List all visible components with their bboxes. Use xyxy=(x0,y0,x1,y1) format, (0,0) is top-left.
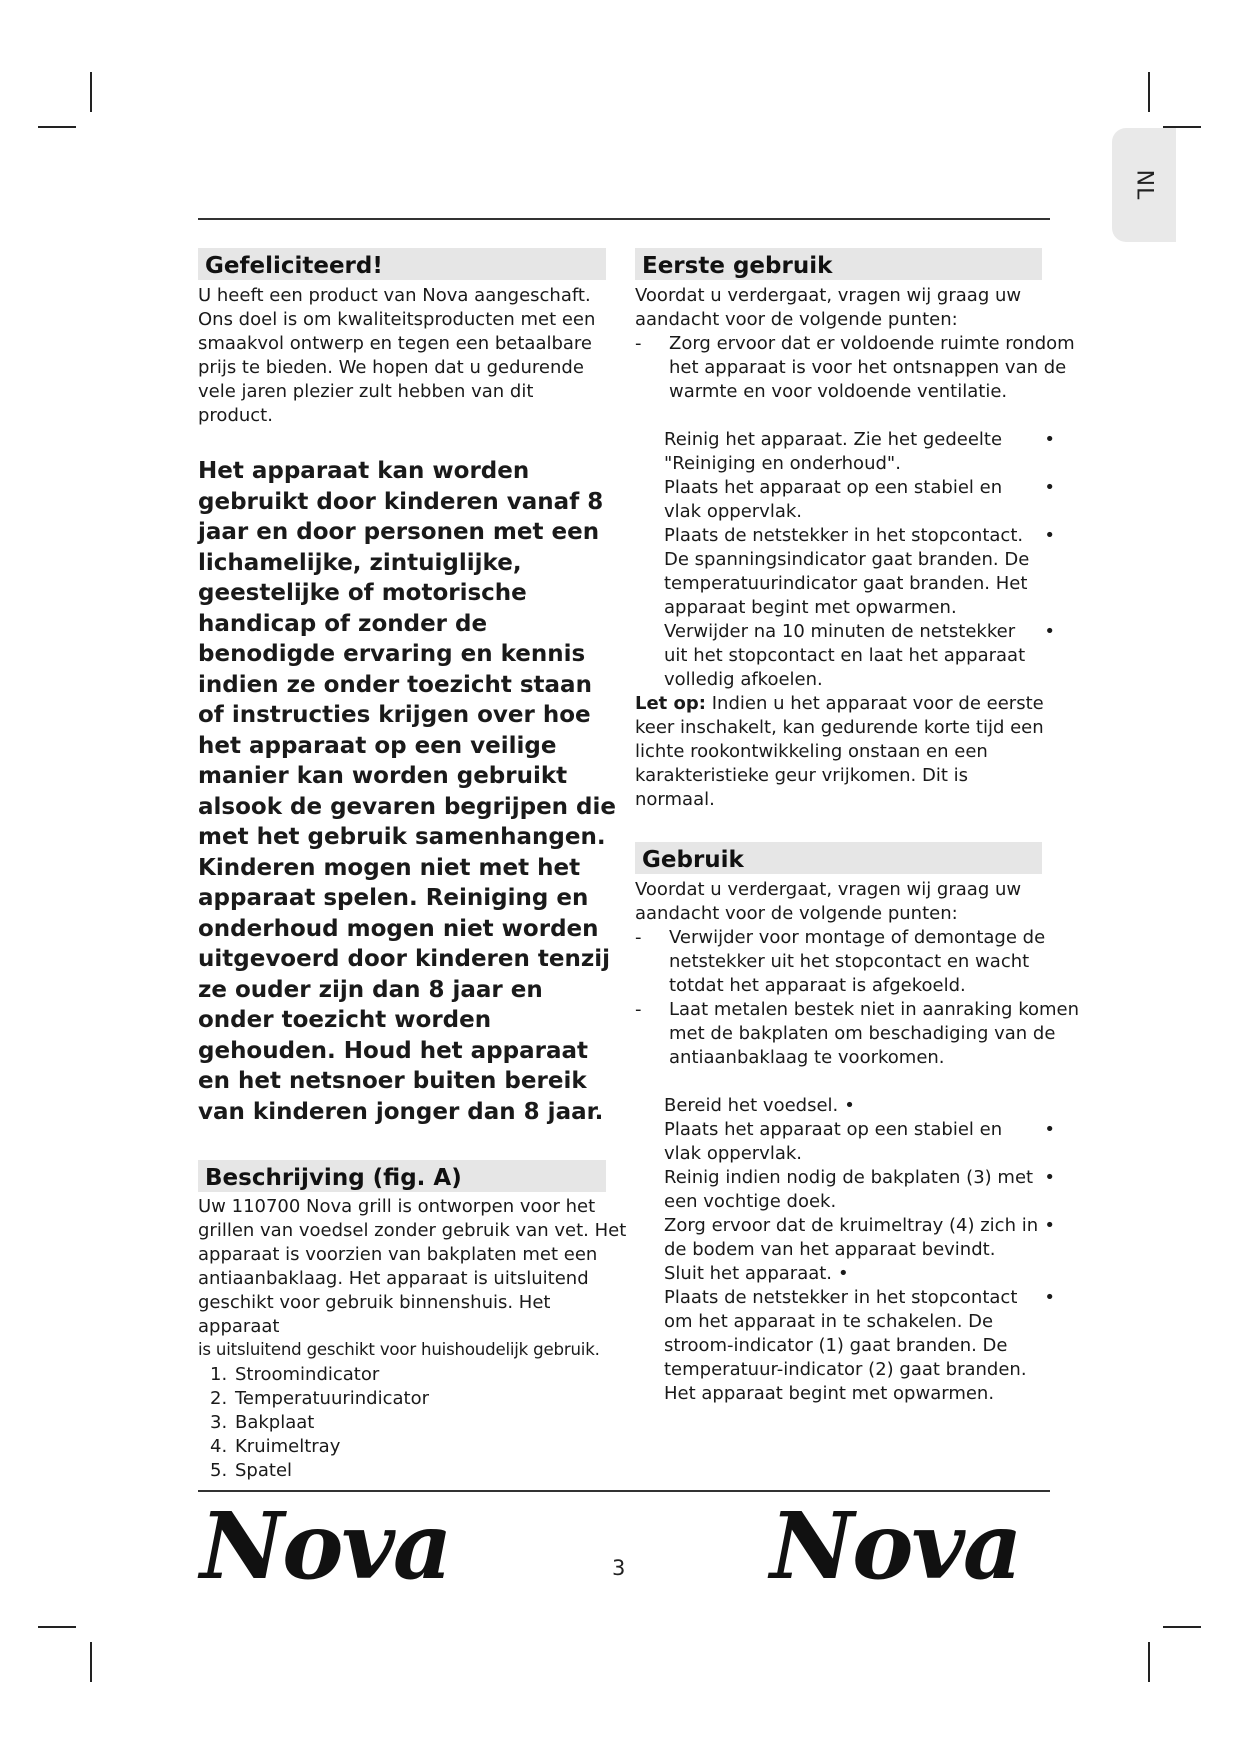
step-item xyxy=(635,1118,1055,1166)
parts-list-label: Temperatuurindicator xyxy=(235,1388,429,1409)
language-tab xyxy=(1112,128,1176,242)
crop-mark xyxy=(1148,72,1150,112)
step-text: Zorg ervoor dat de kruimeltray (4) zich in de bodem van het apparaat bevindt. xyxy=(664,1215,1039,1260)
crop-mark xyxy=(38,126,76,128)
parts-list-label: Spatel xyxy=(235,1460,293,1481)
usage-dash-text: Verwijder voor montage of demontage de netstekker uit het stopcontact en wacht totdat het apparaat is afgekoeld. xyxy=(669,927,1046,996)
bullet-icon: • xyxy=(1044,1215,1055,1236)
crop-mark xyxy=(1163,1626,1201,1628)
parts-list-label: Stroomindicator xyxy=(235,1364,380,1385)
description-paragraph-2: is uitsluitend geschikt voor huishoudelijk gebruik. xyxy=(198,1340,600,1359)
first-use-intro: Voordat u verdergaat, vragen wij graag uw aandacht voor de volgende punten: xyxy=(635,285,1022,330)
bullet-icon: • xyxy=(1044,429,1055,450)
nova-logo-right: Nova xyxy=(770,1492,1021,1600)
description-paragraph: Uw 110700 Nova grill is ontworpen voor het grillen van voedsel zonder gebruik van vet. Het apparaat is voorzien van bakplaten met een antiaanbaklaag. Het apparaat is uitsluitend geschikt voor gebruik binnenshuis. Het apparaat xyxy=(198,1196,627,1337)
bullet-icon: • xyxy=(1044,1119,1055,1140)
parts-list-label: Kruimeltray xyxy=(235,1436,341,1457)
bullet-icon: • xyxy=(1044,1167,1055,1188)
crop-mark xyxy=(1148,1642,1150,1682)
step-text: Reinig indien nodig de bakplaten (3) met een vochtige doek. xyxy=(664,1167,1034,1212)
parts-list-item xyxy=(198,1435,606,1459)
left-column xyxy=(198,248,627,1483)
usage-intro: Voordat u verdergaat, vragen wij graag uw aandacht voor de volgende punten: xyxy=(635,879,1022,924)
usage-dash-list xyxy=(635,926,1080,1070)
step-text: Plaats het apparaat op een stabiel en vlak oppervlak. xyxy=(664,1119,1003,1164)
language-tab-label: NL xyxy=(1131,169,1157,201)
crop-mark xyxy=(90,72,92,112)
crop-mark xyxy=(38,1626,76,1628)
bullet-icon: • xyxy=(844,1095,855,1116)
step-text: Verwijder na 10 minuten de netstekker uit het stopcontact en laat het apparaat volledig afkoelen. xyxy=(664,621,1026,690)
parts-list-number: 3. xyxy=(210,1412,228,1433)
congrats-paragraph: U heeft een product van Nova aangeschaft. Ons doel is om kwaliteitsproducten met een smaakvol ontwerp en tegen een betaalbare prijs te bieden. We hopen dat u gedurende vele jaren plezier zult hebben van dit product. xyxy=(198,285,596,426)
step-item xyxy=(635,524,1055,620)
step-item xyxy=(635,1166,1055,1214)
nova-logo-left: Nova xyxy=(200,1492,451,1600)
step-item xyxy=(635,476,1055,524)
step-item xyxy=(635,1094,1055,1118)
bullet-icon: • xyxy=(1044,525,1055,546)
parts-list-number: 2. xyxy=(210,1388,228,1409)
step-text: Sluit het apparaat. xyxy=(664,1263,833,1284)
step-text: Plaats de netstekker in het stopcontact om het apparaat in te schakelen. De stroom-indicator (1) gaat branden. De temperatuur-indicator (2) gaat branden. Het apparaat begint met opwarmen. xyxy=(664,1287,1027,1404)
page-number: 3 xyxy=(612,1556,626,1580)
step-text: Reinig het apparaat. Zie het gedeelte "Reiniging en onderhoud". xyxy=(664,429,1003,474)
parts-list-item xyxy=(198,1387,606,1411)
crop-mark xyxy=(90,1642,92,1682)
parts-list-number: 4. xyxy=(210,1436,228,1457)
first-use-heading: Eerste gebruik xyxy=(635,248,1042,280)
parts-list xyxy=(198,1363,606,1483)
parts-list-item xyxy=(198,1459,606,1483)
note-label: Let op: xyxy=(635,693,706,714)
step-item xyxy=(635,1214,1055,1262)
parts-list-label: Bakplaat xyxy=(235,1412,315,1433)
congrats-heading: Gefeliciteerd! xyxy=(198,248,606,280)
top-rule xyxy=(198,218,1050,220)
step-item xyxy=(635,620,1055,692)
bullet-icon: • xyxy=(838,1263,849,1284)
safety-warning: Het apparaat kan worden gebruikt door kinderen vanaf 8 jaar en door personen met een lichamelijke, zintuiglijke, geestelijke of motorische handicap of zonder de benodigde ervaring en kennis indien ze onder toezicht staan of instructies krijgen over hoe het apparaat op een veilige manier kan worden gebruikt alsook de gevaren begrijpen die met het gebruik samenhangen. Kinderen mogen niet met het apparaat spelen. Reiniging en onderhoud mogen niet worden uitgevoerd door kinderen tenzij ze ouder zijn dan 8 jaar en onder toezicht worden gehouden. Houd het apparaat en het netsnoer buiten bereik van kinderen jonger dan 8 jaar. xyxy=(198,458,616,1125)
dash-mark: - xyxy=(635,927,642,948)
right-column xyxy=(635,248,1080,1406)
usage-steps xyxy=(635,1094,1055,1406)
first-use-dash-text: Zorg ervoor dat er voldoende ruimte rondom het apparaat is voor het ontsnappen van de warmte en voor voldoende ventilatie. xyxy=(669,333,1075,402)
first-use-steps xyxy=(635,428,1055,692)
parts-list-item xyxy=(198,1363,606,1387)
dash-mark: - xyxy=(635,999,642,1020)
bullet-icon: • xyxy=(1044,477,1055,498)
dash-mark: - xyxy=(635,333,642,354)
usage-heading: Gebruik xyxy=(635,842,1042,874)
step-text: Plaats het apparaat op een stabiel en vlak oppervlak. xyxy=(664,477,1003,522)
step-text: Plaats de netstekker in het stopcontact. De spanningsindicator gaat branden. De temperatuurindicator gaat branden. Het apparaat begint met opwarmen. xyxy=(664,525,1030,618)
usage-dash-item xyxy=(635,998,1079,1070)
bullet-icon: • xyxy=(1044,1287,1055,1308)
step-item xyxy=(635,428,1055,476)
step-item xyxy=(635,1262,1055,1286)
usage-dash-text: Laat metalen bestek niet in aanraking komen met de bakplaten om beschadiging van de antiaanbaklaag te voorkomen. xyxy=(669,999,1080,1068)
step-item xyxy=(635,1286,1055,1406)
first-use-dash-item xyxy=(635,332,1079,404)
bullet-icon: • xyxy=(1044,621,1055,642)
parts-list-number: 1. xyxy=(210,1364,228,1385)
first-use-note xyxy=(635,692,1047,812)
usage-dash-item xyxy=(635,926,1079,998)
parts-list-number: 5. xyxy=(210,1460,228,1481)
step-text: Bereid het voedsel. xyxy=(664,1095,839,1116)
description-heading: Beschrijving (fig. A) xyxy=(198,1160,606,1192)
note-text: Indien u het apparaat voor de eerste keer inschakelt, kan gedurende korte tijd een lichte rookontwikkeling onstaan en een karakteristieke geur vrijkomen. Dit is normaal. xyxy=(635,693,1044,810)
parts-list-item xyxy=(198,1411,606,1435)
